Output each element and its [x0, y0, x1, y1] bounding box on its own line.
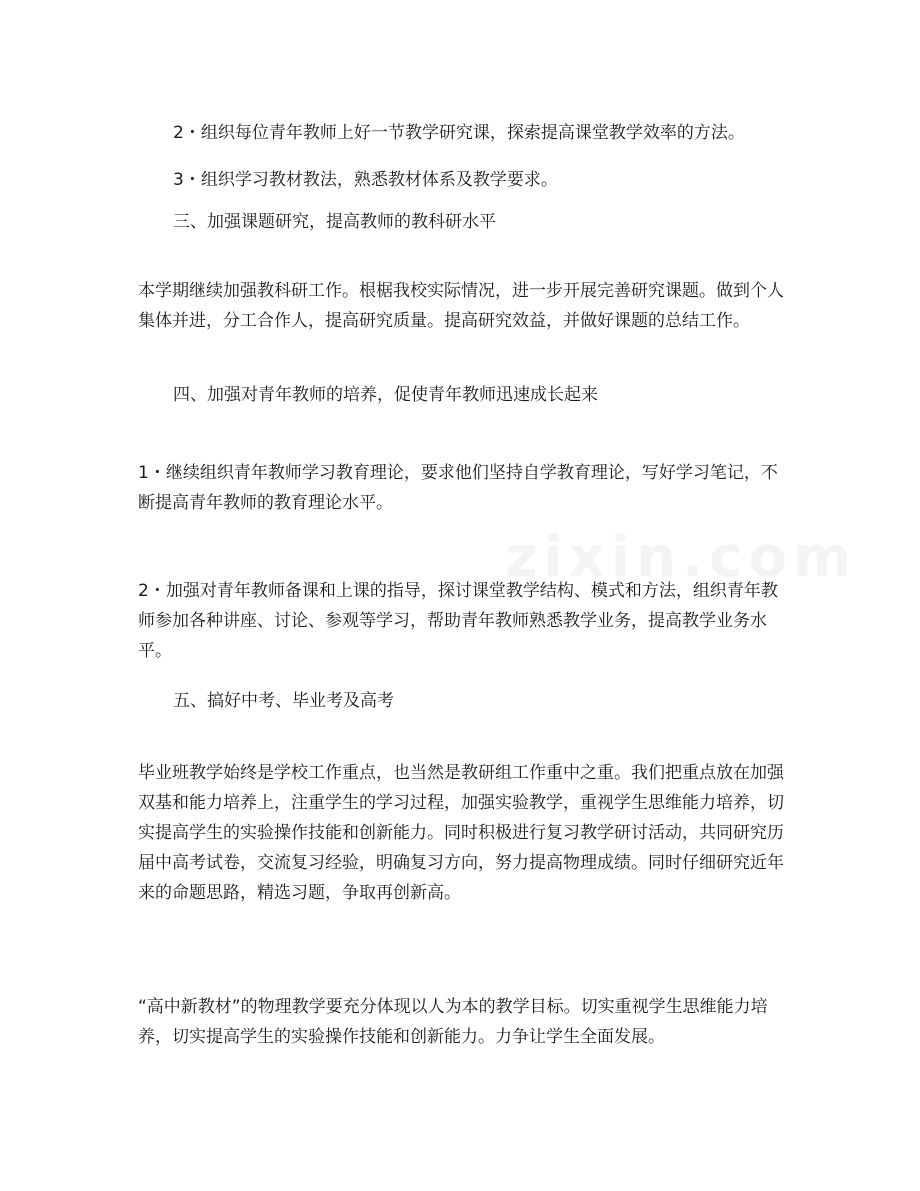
section-heading-3: 三、加强课题研究，提高教师的教科研水平: [173, 212, 496, 232]
paragraph-research: 本学期继续加强教科研工作。根椐我校实际情况，进一步开展完善研究课题。做到个人集体并进，分工合作人，提高研究质量。提高研究效益，并做好课题的总结工作。: [138, 281, 784, 331]
section-heading-5: 五、搞好中考、毕业考及高考: [173, 691, 394, 711]
section-heading-4: 四、加强对青年教师的培养，促使青年教师迅速成长起来: [173, 385, 598, 405]
paragraph-young-teachers-2: 2・加强对青年教师备课和上课的指导，探讨课堂教学结构、模式和方法，组织青年教师参加各种讲座、讨论、参观等学习，帮助青年教师熟悉教学业务，提高教学业务水平。: [138, 581, 778, 661]
paragraph-young-teachers-1: 1・继续组织青年教师学习教育理论，要求他们坚持自学教育理论，写好学习笔记，不断提高青年教师的教育理论水平。: [138, 463, 778, 513]
paragraph-new-textbook: “高中新教材”的物理教学要充分体现以人为本的教学目标。切实重视学生思维能力培养，切实提高学生的实验操作技能和创新能力。力争让学生全面发展。: [138, 997, 768, 1047]
paragraph-item-2: 2・组织每位青年教师上好一节教学研究课，探索提高课堂教学效率的方法。: [173, 123, 745, 143]
paragraph-item-3: 3・组织学习教材教法，熟悉教材体系及教学要求。: [173, 170, 558, 190]
paragraph-graduation: 毕业班教学始终是学校工作重点，也当然是教研组工作重中之重。我们把重点放在加强双基和能力培养上，注重学生的学习过程，加强实验教学，重视学生思维能力培养，切实提高学生的实验操作技能和创新能力。同时积极进行复习教学研讨活动，共同研究历届中高考试卷，交流复习经验，明确复习方向，努力提高物理成绩。同时仔细研究近年来的命题思路，精选习题，争取再创新高。: [138, 763, 784, 903]
